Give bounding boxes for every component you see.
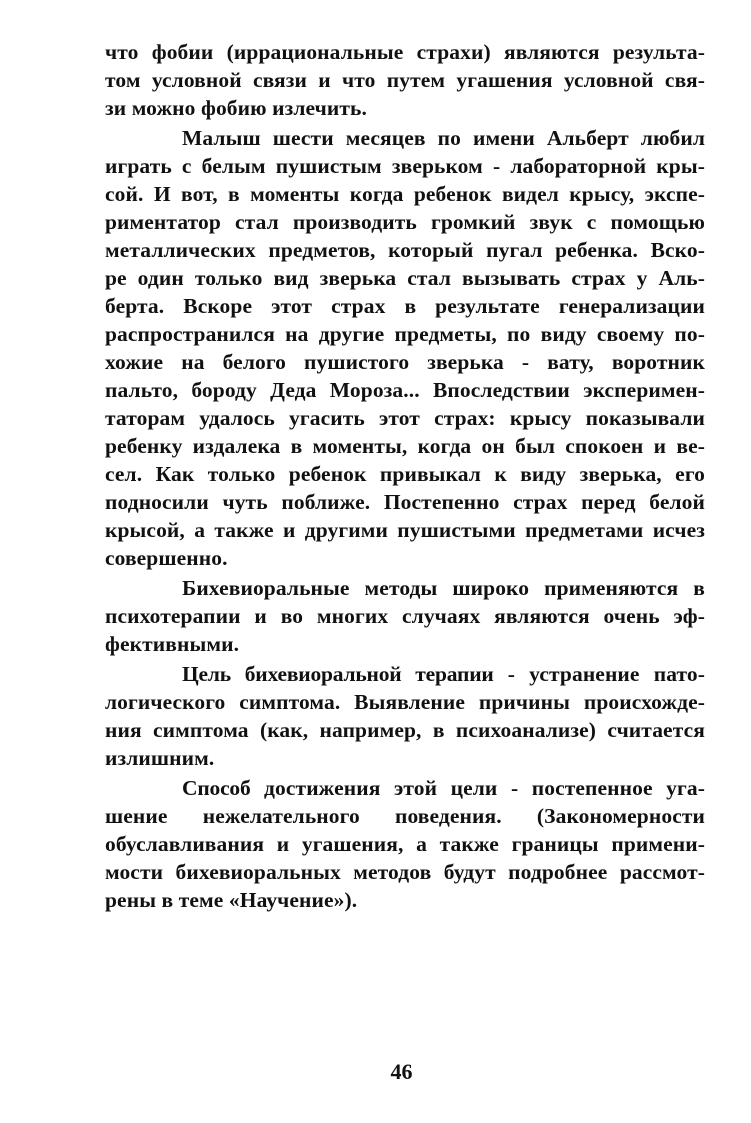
paragraph-1 [105,38,705,122]
text-line: Бихевиоральные методы широко применяются в [182,576,705,600]
text-line: логического симптома. Выявление причины происхожде- [105,690,705,714]
text-line: совершенно. [105,546,228,570]
text-line: металлических предметов, который пугал ребенка. Вско- [105,238,705,262]
text-line: излишним. [105,746,215,770]
paragraph-5 [105,774,705,914]
text-line: психотерапии и во многих случаях являются очень эф- [105,604,705,628]
text-line: ре один только вид зверька стал вызывать страх у Аль- [105,266,705,290]
text-line: обуславливания и угашения, а также границы примени- [105,832,705,856]
text-line: играть с белым пушистым зверьком - лабораторной кры- [105,154,705,178]
text-line: что фобии (иррациональные страхи) являются результа- [105,40,705,64]
text-line: ния симптома (как, например, в психоанализе) считается [105,718,705,742]
bold-term: Способ [182,776,251,800]
text-line: риментатор стал производить громкий звук с помощью [105,210,705,234]
text-line: зи можно фобию излечить. [105,96,367,120]
text-line: том условной связи и что путем угашения условной свя- [105,68,705,92]
text-line: распространился на другие предметы, по виду своему по- [105,322,705,346]
text-line: шение нежелательного поведения. (Закономерности [105,804,705,828]
text-line: подносили чуть поближе. Постепенно страх перед белой [105,490,705,514]
text-line: берта. Вскоре этот страх в результате генерализации [105,294,705,318]
text-line-rest: - устранение пато- [493,662,705,686]
bold-term: Цель бихевиоральной терапии [182,662,494,686]
text-line: крысой, а также и другими пушистыми предметами исчез [105,518,705,542]
text-line: сел. Как только ребенок привыкал к виду зверька, его [105,462,705,486]
paragraph-4 [105,660,705,772]
text-line: сой. И вот, в моменты когда ребенок видел крысу, экспе- [105,182,705,206]
text-line-with-term [105,774,705,802]
paragraph-2 [105,124,705,572]
text-line-with-term [105,660,705,688]
text-line: хожие на белого пушистого зверька - вату, воротник [105,350,705,374]
text-line: пальто, бороду Деда Мороза... Впоследствии эксперимен- [105,378,705,402]
page-number: 46 [390,1059,413,1084]
text-line: рены в теме «Научение»). [105,888,358,912]
text-line: таторам удалось угасить этот страх: крысу показывали [105,406,705,430]
document-page [105,38,705,914]
text-line: Малыш шести месяцев по имени Альберт любил [182,126,705,150]
text-line: ребенку издалека в моменты, когда он был спокоен и ве- [105,434,705,458]
text-line-rest: достижения этой цели - постепенное уга- [250,776,705,800]
paragraph-3 [105,574,705,658]
text-line: фективными. [105,632,240,656]
text-line: мости бихевиоральных методов будут подробнее рассмот- [105,860,705,884]
